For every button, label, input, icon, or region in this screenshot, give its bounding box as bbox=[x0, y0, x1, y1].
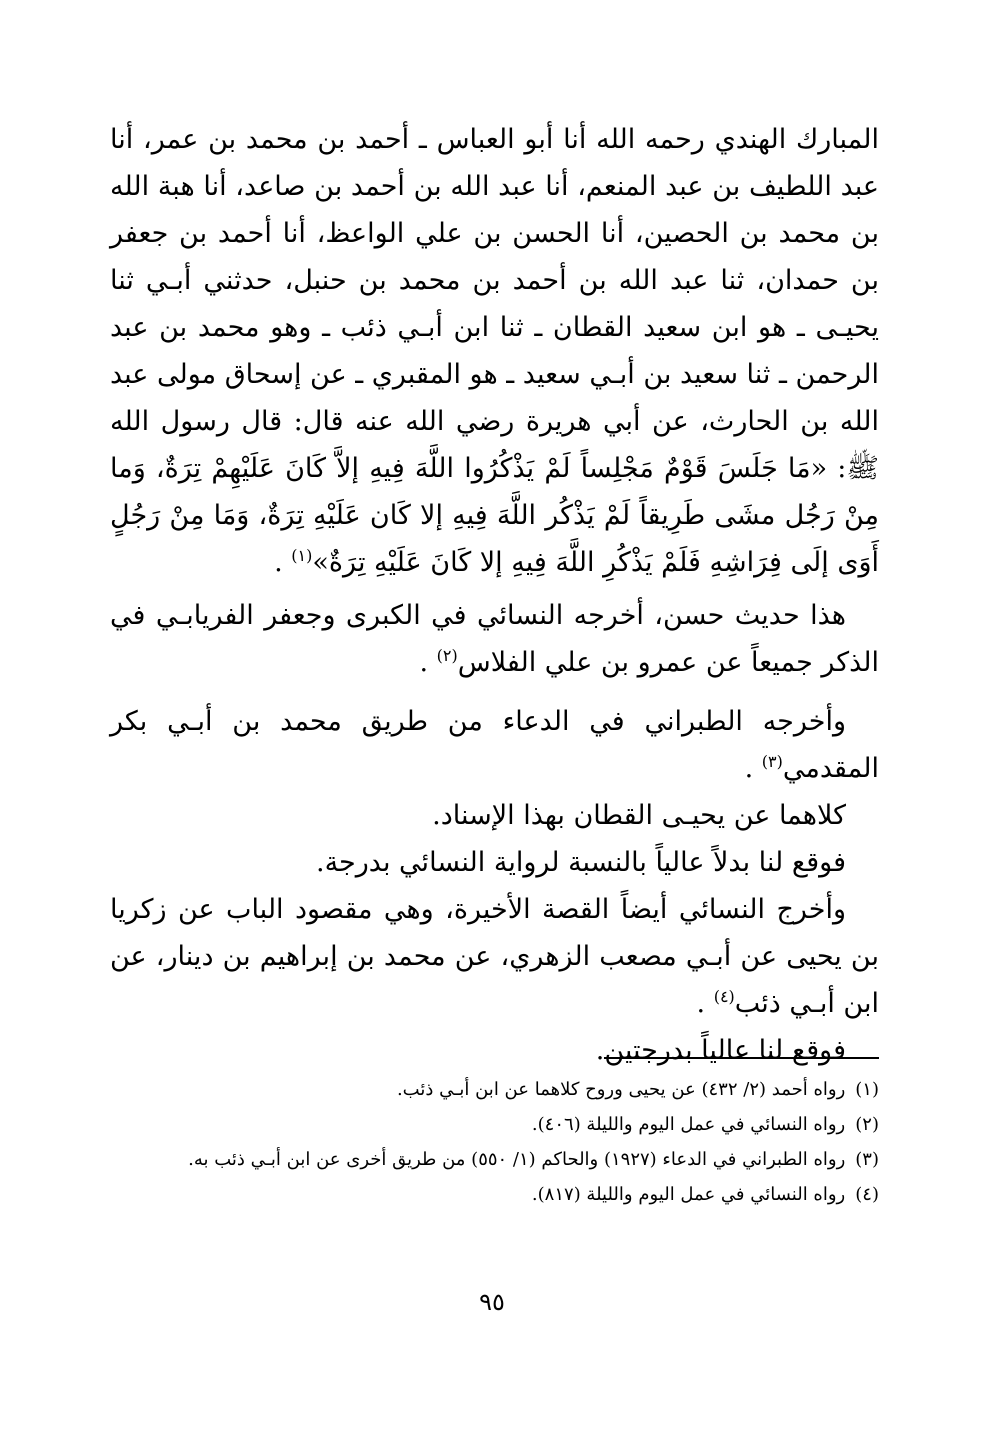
paragraph-last-story bbox=[110, 886, 879, 1027]
paragraph-end: . bbox=[744, 753, 754, 784]
footnote-number: (١) bbox=[855, 1079, 879, 1100]
paragraph-text: هذا حديث حسن، أخرجه النسائي في الكبرى وجعفر الفريابـي في الذكر جميعاً عن عمرو بن علي الفلاس bbox=[110, 600, 879, 678]
footnote-number: (٤) bbox=[855, 1184, 879, 1205]
footnote-text: رواه أحمد (٢/ ٤٣٢) عن يحيى وروح كلاهما عن ابن أبـي ذئب. bbox=[396, 1079, 846, 1100]
footnote-number: (٢) bbox=[855, 1114, 879, 1135]
footnote-text: رواه النسائي في عمل اليوم والليلة (٨١٧). bbox=[531, 1184, 846, 1205]
paragraph-two-degrees: فوقع لنا عالياً بدرجتين. bbox=[595, 1035, 846, 1066]
paragraph-both: كلاهما عن يحيـى القطان بهذا الإسناد. bbox=[432, 800, 846, 831]
paragraph-tabarani bbox=[110, 698, 879, 792]
footnote-3 bbox=[110, 1142, 879, 1177]
footnotes bbox=[110, 1072, 879, 1212]
footnote-divider bbox=[604, 1057, 879, 1059]
paragraph-end: . bbox=[696, 988, 706, 1019]
footnote-ref-2[interactable]: (٢) bbox=[436, 646, 458, 665]
main-text bbox=[110, 116, 879, 1074]
paragraph-grading bbox=[110, 592, 879, 686]
paragraph-badal: فوقع لنا بدلاً عالياً بالنسبة لرواية النسائي بدرجة. bbox=[316, 847, 846, 878]
footnote-text: رواه الطبراني في الدعاء (١٩٢٧) والحاكم (١/ ٥٥٠) من طريق أخرى عن ابن أبـي ذئب به. bbox=[188, 1149, 846, 1170]
footnote-number: (٣) bbox=[855, 1149, 879, 1170]
footnote-ref-1[interactable]: (١) bbox=[291, 546, 313, 565]
paragraph-hadith-chain bbox=[110, 116, 879, 586]
paragraph-end: . bbox=[274, 547, 283, 578]
paragraph-end: . bbox=[419, 647, 429, 678]
paragraph-text: المبارك الهندي رحمه الله أنا أبو العباس ـ أحمد بن محمد بن عمر، أنا عبد اللطيف بن عبد المنعم، أنا عبد الله بن أحمد بن صاعد، أنا هبة الله بن محمد بن الحصين، أنا الحسن بن علي الواعظ، أنا أحمد بن جعفر بن حمدان، ثنا عبد الله بن أحمد بن محمد بن حنبل، حدثني أبـي ثنا يحيـى ـ هو ابن سعيد القطان ـ ثنا ابن أبـي ذئب ـ وهو محمد بن عبد الرحمن ـ ثنا سعيد بن أبـي سعيد ـ هو المقبري ـ عن إسحاق مولى عبد الله بن الحارث، عن أبي هريرة رضي الله عنه قال: قال رسول الله ﷺ: «مَا جَلَسَ قَوْمٌ مَجْلِساً لَمْ يَذْكُرُوا اللَّهَ فِيهِ إلاَّ كَانَ عَلَيْهِمْ تِرَةٌ، وَما مِنْ رَجُل مشَى طَرِيقاً لَمْ يَذْكُر اللَّهَ فِيهِ إلا كَان عَلَيْهِ تِرَةٌ، وَمَا مِنْ رَجُلٍ أَوَى إلَى فِرَاشِهِ فَلَمْ يَذْكُرِ اللَّهَ فِيهِ إلا كَانَ عَلَيْهِ تِرَةٌ» bbox=[109, 124, 879, 578]
footnote-ref-3[interactable]: (٣) bbox=[761, 752, 783, 771]
footnote-2 bbox=[110, 1107, 879, 1142]
page-number: ٩٥ bbox=[479, 1288, 505, 1316]
footnote-text: رواه النسائي في عمل اليوم والليلة (٤٠٦). bbox=[531, 1114, 846, 1135]
paragraph-text: وأخرج النسائي أيضاً القصة الأخيرة، وهي مقصود الباب عن زكريا بن يحيى عن أبـي مصعب الزهري، عن محمد بن إبراهيم بن دينار، عن ابن أبـي ذئب bbox=[110, 894, 879, 1019]
paragraph-text: وأخرجه الطبراني في الدعاء من طريق محمد بن أبـي بكر المقدمي bbox=[110, 706, 879, 784]
footnote-ref-4[interactable]: (٤) bbox=[713, 987, 735, 1006]
footnote-1 bbox=[110, 1072, 879, 1107]
footnote-4 bbox=[110, 1177, 879, 1212]
